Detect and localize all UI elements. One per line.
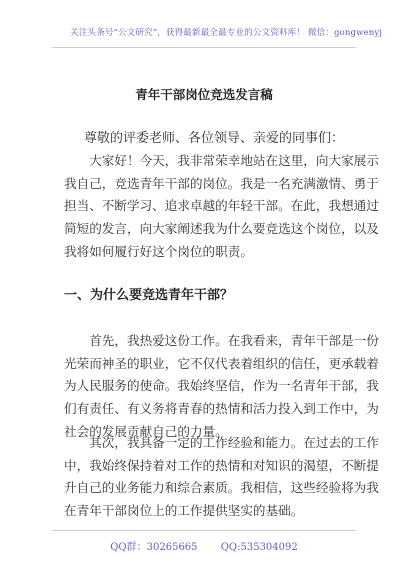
footer-qq-group: QQ群：30265665: [110, 542, 198, 553]
header-divider: [52, 47, 356, 48]
paragraph-line: 社会的发展贡献自己的力量。: [64, 423, 228, 439]
intro-paragraph: [64, 150, 379, 264]
paragraph-line: 担当、不断学习、追求卓越的年轻干部。在此，我想通过: [64, 198, 379, 214]
reason-paragraph-2: [64, 432, 379, 523]
paragraph-line: 光荣而神圣的职业，它不仅代表着组织的信任，更承载着: [64, 355, 379, 371]
footer-divider: [52, 530, 356, 531]
paragraph-line: 简短的发言，向大家阐述我为什么要竞选这个岗位，以及: [64, 221, 379, 237]
paragraph-line: 首先，我热爱这份工作。在我看来，青年干部是一份: [89, 333, 379, 348]
paragraph-line: 升自己的业务能力和综合素质。我相信，这些经验将为我: [64, 480, 379, 496]
document-title: 青年干部岗位竞选发言稿: [135, 87, 273, 102]
footer: [0, 538, 408, 553]
paragraph-line: 我自己，竞选青年干部的岗位。我是一名充满激情、勇于: [64, 175, 379, 191]
paragraph-line: 我将如何履行好这个岗位的职责。: [64, 243, 253, 259]
salutation: 尊敬的评委老师、各位领导、亲爱的同事们：: [84, 131, 345, 146]
paragraph-line: 为人民服务的使命。我始终坚信，作为一名青年干部，我: [64, 378, 379, 394]
reason-paragraph-1: [64, 330, 379, 444]
header-banner: 关注头条号“公文研究”，获得最新最全最专业的公文资料库！ 微信：gongwenyj: [70, 28, 383, 38]
section-heading: 一、为什么要竞选青年干部？: [64, 288, 234, 303]
paragraph-line: 大家好！今天，我非常荣幸地站在这里，向大家展示: [89, 153, 379, 168]
paragraph-line: 中，我始终保持着对工作的热情和对知识的渴望，不断提: [64, 457, 379, 473]
paragraph-line: 们有责任、有义务将青春的热情和活力投入到工作中，为: [64, 401, 379, 417]
footer-qq: QQ:535304092: [220, 542, 298, 553]
paragraph-line: 其次，我具备一定的工作经验和能力。在过去的工作: [89, 435, 379, 450]
paragraph-line: 在青年干部岗位上的工作提供坚实的基础。: [64, 503, 304, 519]
